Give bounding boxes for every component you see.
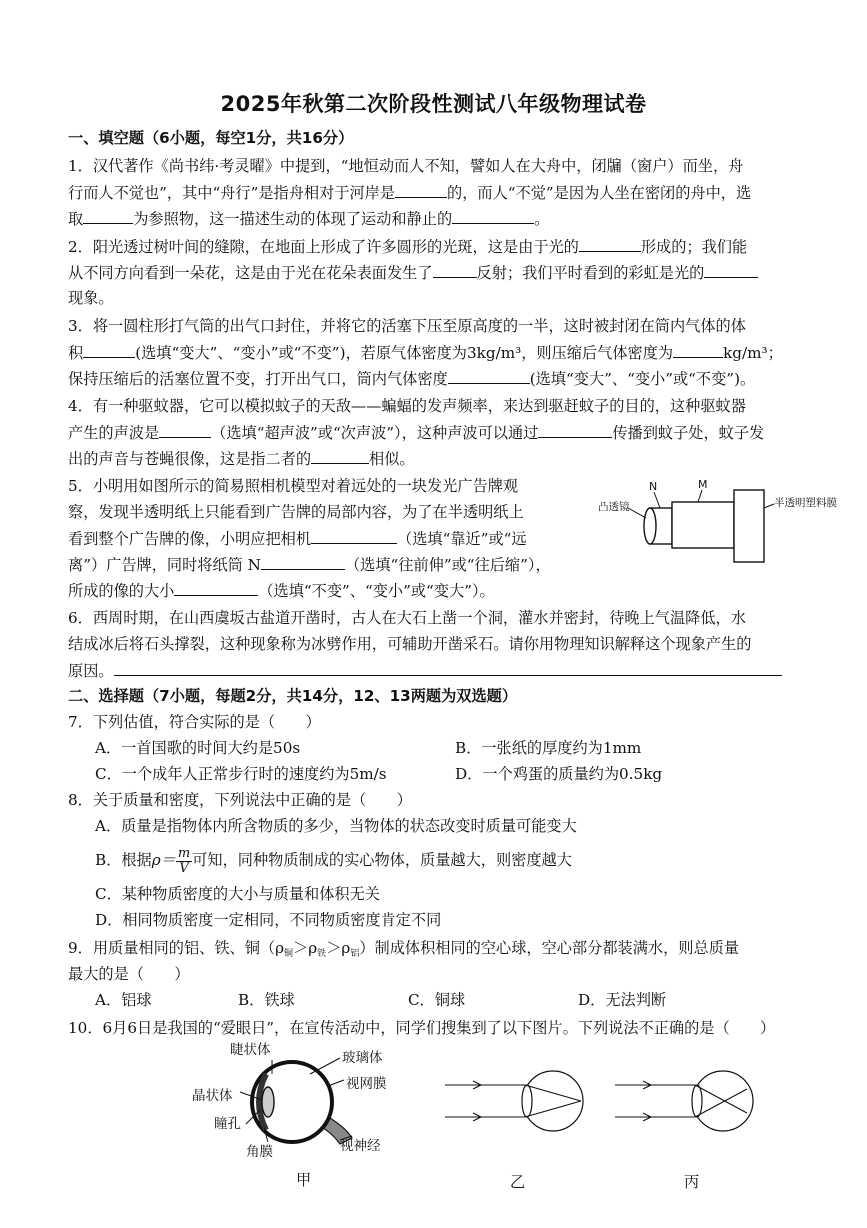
label-vitreous: 玻璃体 — [342, 1050, 383, 1066]
q9-line1: 9．用质量相同的铝、铁、铜$(\rho_铜>\rho_铁>\rho_铝)$制成体积相同的空心球，空心部分都装满水，则总质量 — [68, 939, 740, 959]
ray-diagram-yi — [445, 1068, 595, 1134]
q7-option-c[interactable]: C．一个成年人正常步行时的速度约为5m/s — [95, 765, 387, 783]
q7-stem: 7．下列估值，符合实际的是（ ） — [68, 713, 321, 731]
label-ciliary-body: 睫状体 — [230, 1042, 271, 1058]
q5-blank3[interactable] — [174, 580, 258, 596]
q2-blank1[interactable] — [579, 236, 641, 252]
page-title: 2025年秋第二次阶段性测试八年级物理试卷 — [220, 92, 647, 116]
label-crystalline-lens: 晶状体 — [192, 1088, 233, 1104]
caption-jia: 甲 — [296, 1171, 312, 1189]
q8-option-c[interactable]: C．某种物质密度的大小与质量和体积无关 — [95, 885, 380, 903]
q1-blank3[interactable] — [452, 208, 534, 224]
label-optic-nerve: 视神经 — [340, 1138, 381, 1154]
q9-option-d[interactable]: D．无法判断 — [578, 991, 667, 1009]
lens-pointer-line — [628, 508, 646, 518]
lens-bing — [692, 1085, 702, 1117]
tube-m-body — [672, 502, 734, 548]
q5-blank2[interactable] — [261, 554, 345, 570]
q1-blank2[interactable] — [83, 208, 133, 224]
section2-header: 二、选择题（7小题，每题2分，共14分，12、13两题为双选题） — [68, 687, 518, 705]
q9-option-a[interactable]: A．铝球 — [95, 991, 152, 1009]
crystalline-lens-shape — [262, 1087, 274, 1117]
q6-answer-line[interactable] — [114, 660, 782, 676]
section1-header: 一、填空题（6小题，每空1分，共16分） — [68, 129, 354, 147]
camera-model-figure — [598, 478, 860, 568]
q8-option-a[interactable]: A．质量是指物体内所含物质的多少，当物体的状态改变时质量可能变大 — [95, 817, 577, 835]
label-film: 半透明塑料膜 — [774, 497, 837, 509]
q4-line3: 出的声音与苍蝇很像，这是指二者的 相似。 — [68, 450, 415, 468]
q8-option-b[interactable]: B．根据ρ＝ $\frac{m}{V}$ 可知，同种物质制成的实心物体，质量越大，则密度越大 — [95, 845, 572, 876]
q6-line1: 6．西周时期，在山西虞坂古盐道开凿时，古人在大石上凿一个洞，灌水并密封，待晚上气温降低，水 — [68, 609, 746, 627]
q3-line1: 3．将一圆柱形打气筒的出气口封住，并将它的活塞下压至原高度的一半，这时被封闭在筒内气体的体 — [68, 317, 746, 335]
q5-line4: 离”）广告牌，同时将纸筒 N （选填“往前伸”或“往后缩”）， — [68, 556, 551, 574]
q2-line3: 现象。 — [68, 289, 114, 307]
q4-blank3[interactable] — [311, 448, 369, 464]
film-pointer-line — [764, 504, 774, 508]
q5-line1: 5．小明用如图所示的简易照相机模型对着远处的一块发光广告牌观 — [68, 477, 519, 495]
retina-pointer — [328, 1080, 344, 1086]
label-convex-lens: 凸透镜 — [598, 501, 630, 513]
q7-option-d[interactable]: D．一个鸡蛋的质量约为0.5kg — [455, 765, 663, 783]
density-fraction: $\frac{m}{V}$ — [177, 845, 191, 876]
q1-blank1[interactable] — [395, 182, 447, 198]
q5-line3: 看到整个广告牌的像，小明应把相机 （选填“靠近”或“远 — [68, 530, 527, 548]
q10-stem: 10．6月6日是我国的“爱眼日”，在宣传活动中，同学们搜集到了以下图片。下列说法不正确的是（ ） — [68, 1019, 776, 1037]
q2-line2: 从不同方向看到一朵花，这是由于光在花朵表面发生了 反射；我们平时看到的彩虹是光的 — [68, 262, 758, 283]
q3-line3: 保持压缩后的活塞位置不变，打开出气口，筒内气体密度 (选填“变大”、“变小”或“不变”)。 — [68, 370, 756, 388]
q6-line2: 结成冰后将石头撑裂，这种现象称为冰劈作用，可辅助开凿采石。请你用物理知识解释这个现象产生的 — [68, 635, 752, 653]
caption-yi: 乙 — [510, 1173, 526, 1191]
label-cornea: 角膜 — [246, 1144, 273, 1160]
q2-line1: 2．阳光透过树叶间的缝隙，在地面上形成了许多圆形的光斑，这是由于光的 形成的；我们能 — [68, 238, 748, 256]
lens-yi — [522, 1085, 532, 1117]
q1-line3: 取 为参照物，这一描述生动的体现了运动和静止的 。 — [68, 210, 550, 228]
film-holder-box — [734, 490, 764, 562]
q3-blank3[interactable] — [448, 368, 530, 384]
q4-blank1[interactable] — [159, 422, 211, 438]
eye-anatomy-figure — [180, 1040, 420, 1190]
q5-blank1[interactable] — [311, 528, 397, 544]
q4-line1: 4．有一种驱蚊器，它可以模拟蚊子的天敌——蝙蝠的发声频率，来达到驱赶蚊子的目的，这种驱蚊器 — [68, 397, 746, 415]
vitreous-pointer — [310, 1058, 340, 1074]
caption-bing: 丙 — [684, 1173, 700, 1191]
q3-line2: 积 (选填“变大”、“变小”或“不变”)，若原气体密度为3kg/m³，则压缩后气体密度为 kg/m³； — [68, 344, 783, 362]
q4-line2: 产生的声波是 （选填“超声波”或“次声波”），这种声波可以通过 传播到蚊子处，蚊子发 — [68, 424, 765, 442]
q1-line1: 1．汉代著作《尚书纬·考灵曜》中提到，“地恒动而人不知，譬如人在大舟中，闭牖（窗户）而坐，舟 — [68, 157, 744, 175]
q9-option-c[interactable]: C．铜球 — [408, 991, 466, 1009]
q5-line2: 察，发现半透明纸上只能看到广告牌的局部内容，为了在半透明纸上 — [68, 503, 524, 521]
label-n: N — [649, 480, 658, 493]
q2-blank2[interactable] — [433, 262, 477, 278]
q1-line2: 行而人不觉也”，其中“舟行”是指舟相对于河岸是 的，而人“不觉”是因为人坐在密闭的舟中，选 — [68, 184, 752, 202]
q3-blank1[interactable] — [83, 342, 135, 358]
q5-line5: 所成的像的大小 （选填“不变”、“变小”或“变大”）。 — [68, 582, 495, 600]
q2-blank3[interactable] — [704, 262, 758, 278]
q3-blank2[interactable] — [673, 342, 723, 358]
label-retina: 视网膜 — [346, 1076, 387, 1092]
label-pupil: 瞳孔 — [214, 1116, 241, 1132]
convex-lens-shape — [644, 508, 656, 544]
q9-line2: 最大的是（ ） — [68, 965, 190, 983]
ray-diagram-bing — [615, 1068, 765, 1134]
q7-option-b[interactable]: B．一张纸的厚度约为1mm — [455, 739, 642, 757]
q4-blank2[interactable] — [538, 422, 612, 438]
q8-option-d[interactable]: D．相同物质密度一定相同，不同物质密度肯定不同 — [95, 911, 442, 929]
q6-line3: 原因。 — [68, 660, 782, 681]
q8-stem: 8．关于质量和密度，下列说法中正确的是（ ） — [68, 791, 412, 809]
m-pointer-line — [698, 490, 702, 502]
q7-option-a[interactable]: A．一首国歌的时间大约是50s — [95, 739, 301, 757]
n-pointer-line — [654, 492, 660, 508]
label-m: M — [698, 478, 708, 491]
q9-option-b[interactable]: B．铁球 — [238, 991, 295, 1009]
